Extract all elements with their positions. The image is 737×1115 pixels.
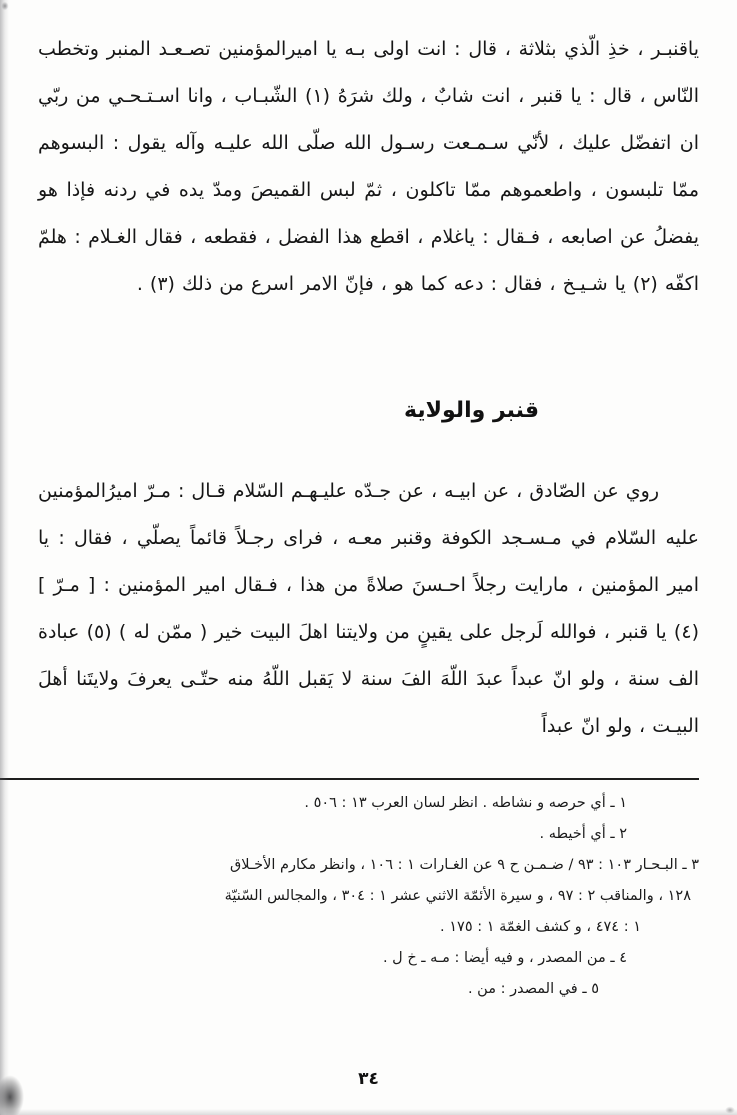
footnote-2: ٢ ـ أي أخيطه . <box>539 826 627 842</box>
footnote-3-line-2: ١٢٨ ، والمناقب ٢ : ٩٧ ، و سيرة الأئمّة الاثني عشر ١ : ٣٠٤ ، والمجالس السّنيّة <box>224 888 691 904</box>
footnote-3-line-3: ١ : ٤٧٤ ، و كشف الغمّة ١ : ١٧٥ . <box>440 919 641 935</box>
footnote-3-line-1: ٣ ـ البـحـار ١٠٣ : ٩٣ / ضـمـن ح ٩ عن الغـارات ١ : ١٠٦ ، وانظر مكارم الأخـلاق <box>229 857 699 873</box>
footnote-4: ٤ ـ من المصدر ، و فيه أيضا : مـه ـ خ ل . <box>382 950 627 966</box>
scan-bottom-right-speck <box>723 1105 737 1115</box>
page-number: ٣٤ <box>358 1069 379 1089</box>
footnote-separator-rule <box>0 778 699 780</box>
section-heading: قنبر والولاية <box>404 398 539 423</box>
body-paragraph-1: ياقنبـر ، خذِ الّذي بثلاثة ، قال : انت اولى بـه يا اميرالمؤمنين تصـعـد المنبر وتخطب النّاس ، قال : يا قنبر ، انت شابٌ ، ولك شرَهُ (١) الشّبـاب ، وانا اسـتـحـي من ربّي ان اتفضّل عليك ، لأنّي سـمـعت رسـول الله صلّى الله عليـه وآله يقول : البسوهم ممّا تلبسون ، واطعموهم ممّا تاكلون ، ثمّ لبس القميصَ ومدّ يده في ردنه فإذا هو يفضلُ عن اصابعه ، فـقال : ياغلام ، اقطع هذا الفضل ، فقطعه ، فقال الغـلام : هلمّ اكفّه (٢) يا شـيـخ ، فقال : دعه كما هو ، فإنّ الامر اسرع من ذلك (٣) . <box>38 38 699 295</box>
footnote-1: ١ ـ أي حرصه و نشاطه . انظر لسان العرب ١٣ : ٥٠٦ . <box>304 795 627 811</box>
body-paragraph-2: روي عن الصّادق ، عن ابيـه ، عن جـدّه عليـهـم السّلام قـال : مـرّ اميرُالمؤمنين عليه السّلام في مـسـجد الكوفة وقنبر معـه ، فراى رجـلاً قائماً يصلّي ، فقال : يا امير المؤمنين ، مارايت رجلاً احـسنَ صلاةً من هذا ، فـقال امير المؤمنين : [ مـرّ ] (٤) يا قنبر ، فوالله لَرجل على يقينٍ من ولايتنا اهلَ البيت خير ( ممّن له ) (٥) عبادة الف سنة ، ولو انّ عبداً عبدَ اللّهَ الفَ سنة لا يَقبل اللّهُ منه حتّـى يعرفَ ولايتَنا أهلَ البيـت ، ولو انّ عبداً <box>38 480 699 737</box>
footnote-5: ٥ ـ في المصدر : من . <box>467 981 599 997</box>
footnotes-block <box>38 788 699 1005</box>
scan-bottom-edge-shadow <box>0 1109 737 1115</box>
